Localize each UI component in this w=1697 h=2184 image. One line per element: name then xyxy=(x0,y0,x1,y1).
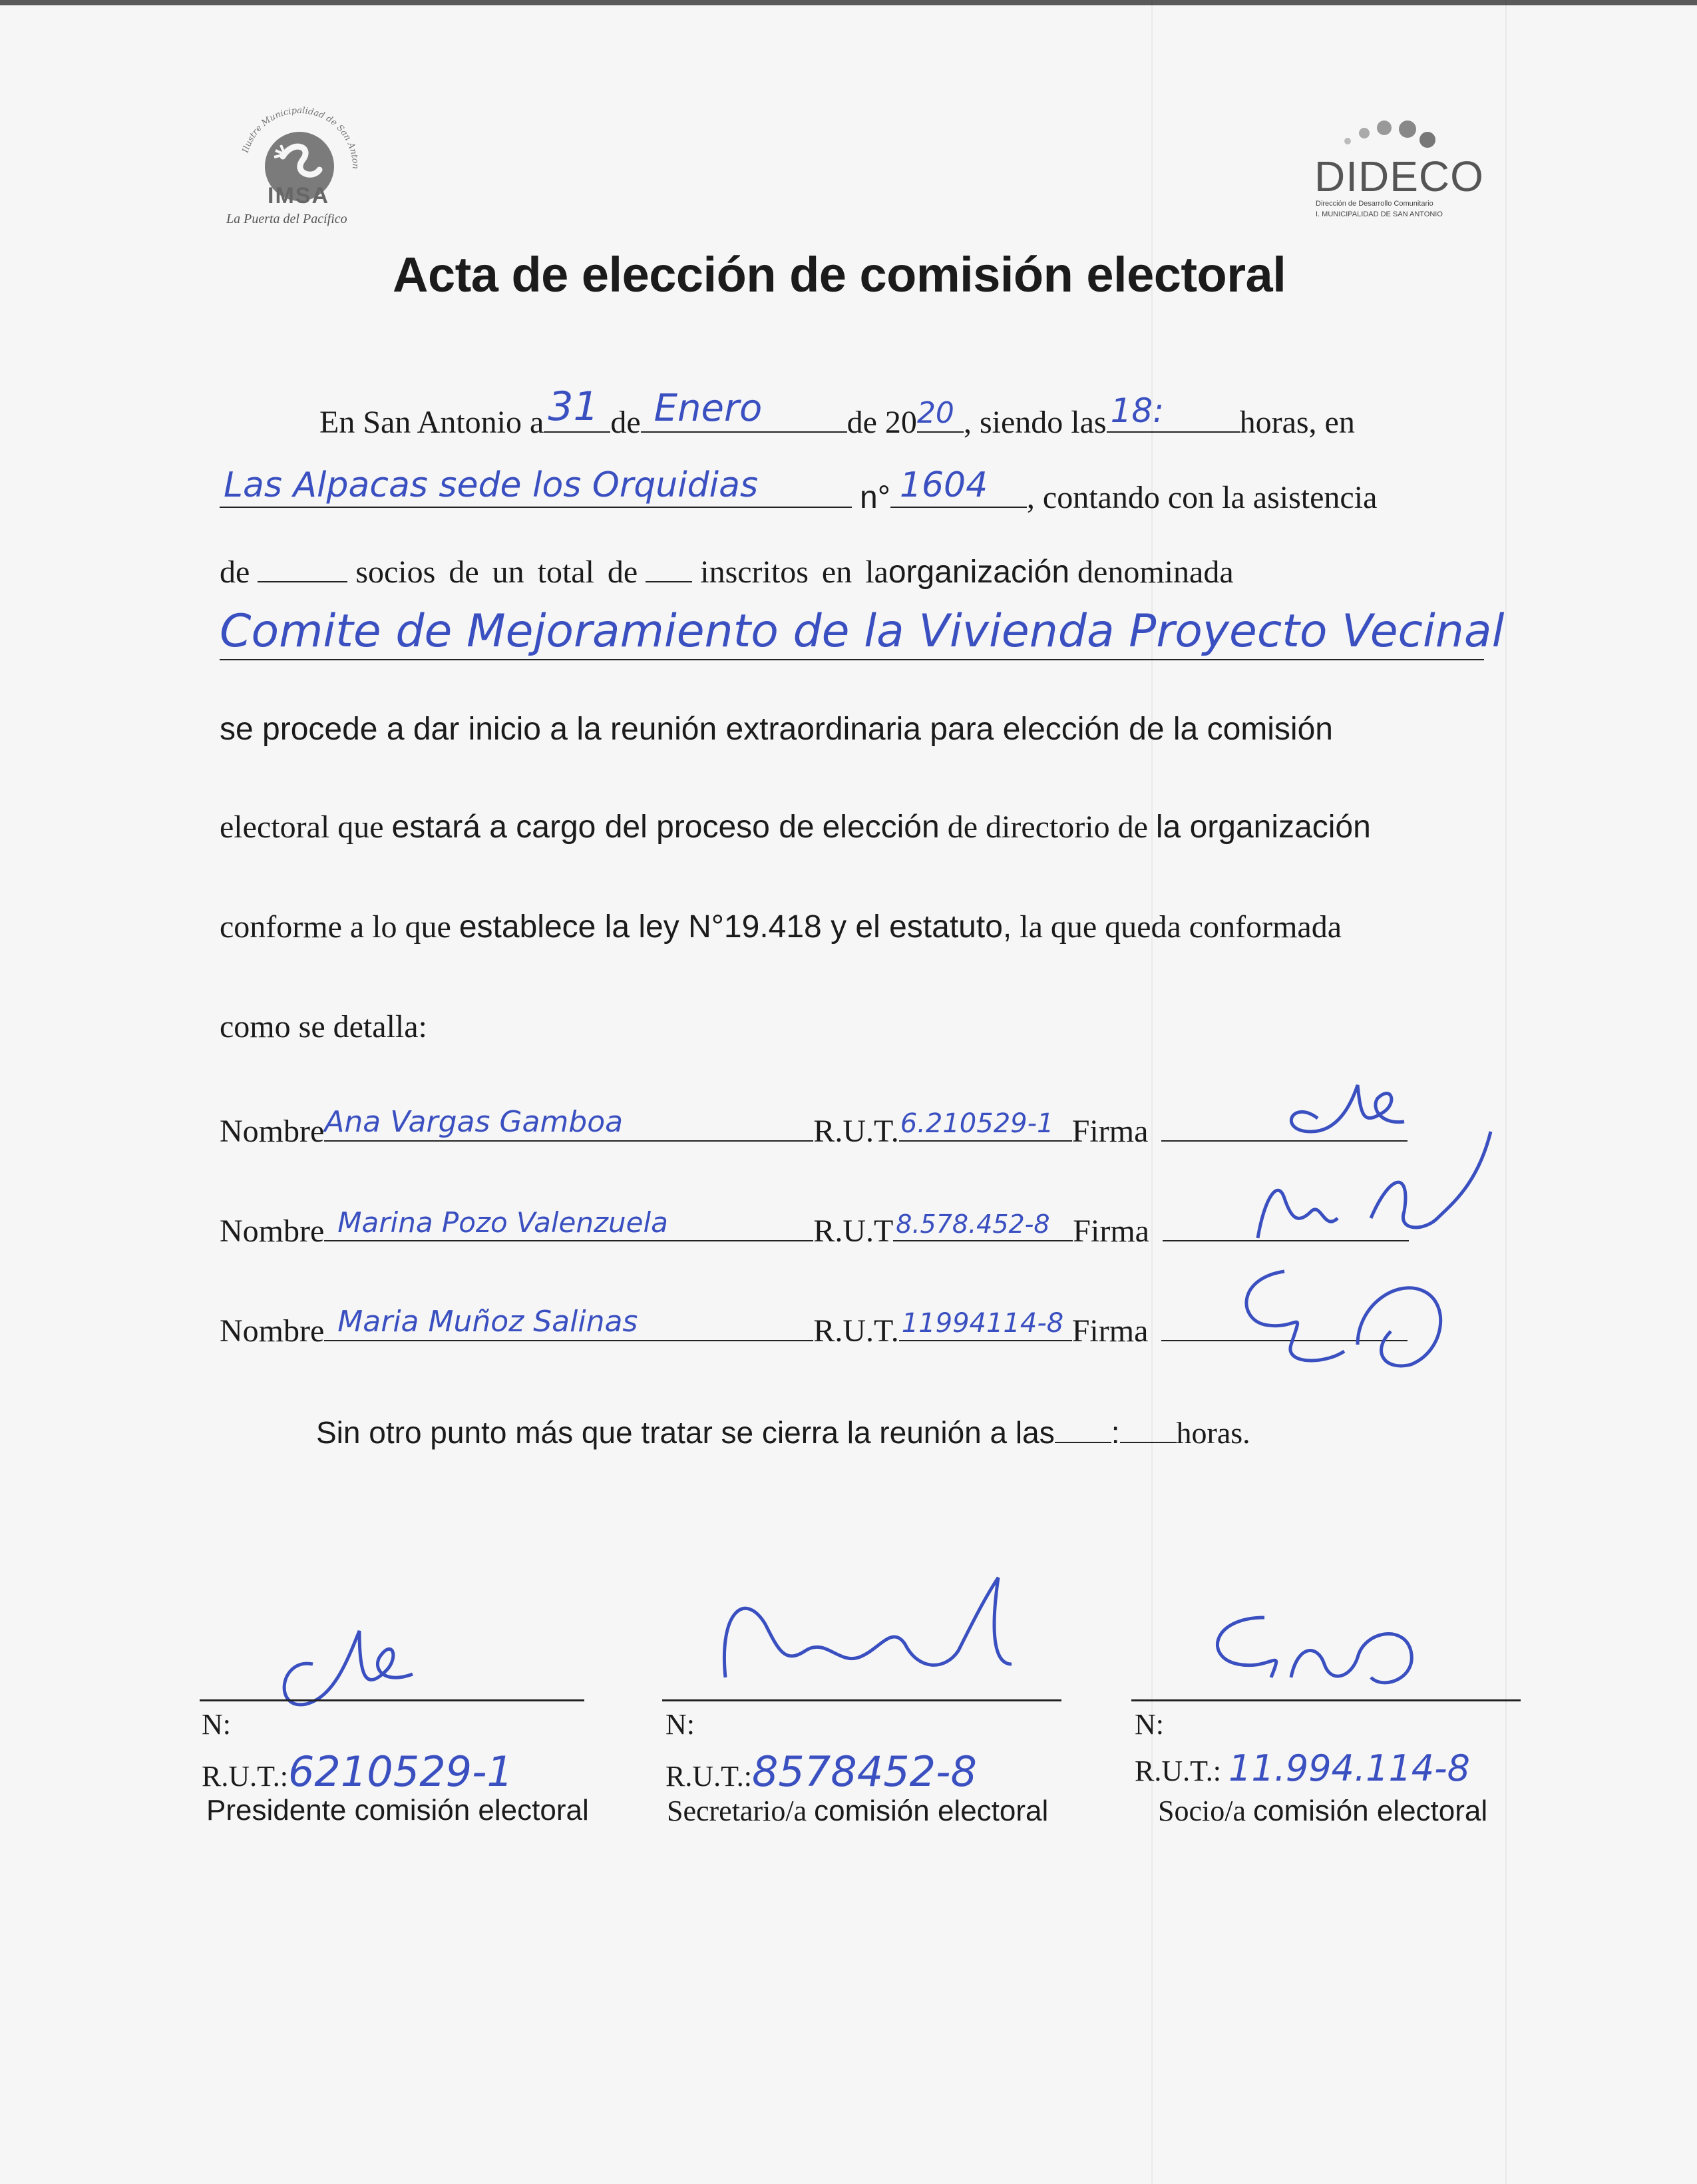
dideco-logo-name: DIDECO xyxy=(1314,152,1484,200)
closing-minute-field[interactable] xyxy=(1120,1411,1177,1443)
member-rut-field[interactable] xyxy=(899,1308,1072,1341)
text: establece la ley N°19.418 y el estatuto, xyxy=(459,909,1012,945)
scan-fold-line xyxy=(1151,0,1153,2184)
text: de xyxy=(610,405,641,440)
name-label: Nombre xyxy=(220,1213,325,1249)
body-line-8: como se detalla: xyxy=(220,1009,427,1044)
imsa-logo-name: IMSA xyxy=(268,183,329,208)
text: organización xyxy=(888,554,1070,590)
handwritten-rut: 11.994.114-8 xyxy=(1228,1747,1470,1789)
text: de xyxy=(220,554,250,590)
member-name-field[interactable] xyxy=(324,1208,813,1241)
text: Secretario/a xyxy=(667,1795,807,1827)
sign-label: Firma xyxy=(1073,1213,1149,1249)
body-line-3 xyxy=(220,549,1234,590)
handwritten-member-name: Marina Pozo Valenzuela xyxy=(337,1206,668,1239)
text: inscritos en la xyxy=(700,554,888,590)
n-label: N: xyxy=(202,1708,231,1741)
rut-line xyxy=(1135,1747,1470,1789)
name-label: Nombre xyxy=(220,1114,325,1149)
dideco-subtitle-2: I. MUNICIPALIDAD DE SAN ANTONIO xyxy=(1316,210,1443,218)
text: Sin otro punto más que tratar se cierra la reunión a las xyxy=(316,1415,1055,1450)
handwritten-signature-icon xyxy=(1185,1604,1464,1711)
handwritten-place: Las Alpacas sede los Orquidias xyxy=(224,465,759,505)
number-field[interactable] xyxy=(890,465,1027,508)
handwritten-signature-icon xyxy=(1225,1251,1504,1398)
text: de directorio de xyxy=(947,809,1148,845)
rut-label: R.U.T.: xyxy=(202,1760,288,1793)
imsa-logo-slogan: La Puerta del Pacífico xyxy=(226,212,347,226)
closing-hour-field[interactable] xyxy=(1055,1411,1111,1443)
dideco-subtitle: Dirección de Desarrollo Comunitario xyxy=(1316,200,1433,208)
month-field[interactable] xyxy=(641,387,847,433)
handwritten-signature-icon xyxy=(266,1611,439,1717)
signature-line xyxy=(1131,1699,1521,1701)
svg-text:Ilustre Municipalidad de San A: Ilustre Municipalidad de San Anton xyxy=(240,105,361,170)
handwritten-day: 31 xyxy=(548,383,599,430)
text: estará a cargo del proceso de xyxy=(391,809,815,845)
n-label: N: xyxy=(1135,1708,1164,1741)
place-field[interactable] xyxy=(220,465,852,508)
rut-label: R.U.T. xyxy=(813,1313,899,1349)
member-row xyxy=(220,1105,1408,1150)
handwritten-member-rut: 6.210529-1 xyxy=(900,1108,1054,1139)
body-line-6 xyxy=(220,809,1371,845)
page-title: Acta de elección de comisión electoral xyxy=(393,247,1286,302)
text: elección xyxy=(822,809,940,845)
body-line-1 xyxy=(319,383,1355,441)
text: comisión electoral xyxy=(1252,1795,1488,1827)
member-row xyxy=(220,1208,1409,1249)
handwritten-year: 20 xyxy=(916,396,954,430)
text: la organización xyxy=(1155,809,1371,845)
name-label: Nombre xyxy=(220,1313,325,1349)
dideco-dots-icon xyxy=(1334,113,1481,153)
text: de 20 xyxy=(847,405,917,440)
minute-field[interactable] xyxy=(1180,399,1240,433)
attendance-field[interactable] xyxy=(258,549,347,582)
member-rut-field[interactable] xyxy=(899,1108,1072,1142)
day-field[interactable] xyxy=(544,383,610,433)
handwritten-number: 1604 xyxy=(899,465,988,505)
text: comisión electoral xyxy=(814,1795,1049,1827)
text: : xyxy=(1111,1415,1120,1450)
rut-label: R.U.T. xyxy=(813,1114,899,1149)
text: conforme a lo que xyxy=(220,909,451,945)
rut-label: R.U.T.: xyxy=(665,1760,752,1793)
imsa-logo xyxy=(220,93,379,240)
text: electoral que xyxy=(220,809,384,845)
body-line-4 xyxy=(220,605,1505,668)
sign-label: Firma xyxy=(1071,1313,1149,1349)
hour-field[interactable] xyxy=(1107,391,1180,433)
text: la que queda conformada xyxy=(1020,909,1342,945)
dideco-logo xyxy=(1308,113,1494,226)
sign-label: Firma xyxy=(1071,1114,1149,1149)
text: En San Antonio a xyxy=(319,405,544,440)
role-president: Presidente comisión electoral xyxy=(206,1794,589,1827)
handwritten-member-name: Maria Muñoz Salinas xyxy=(337,1305,638,1339)
year-field[interactable] xyxy=(916,396,964,433)
handwritten-rut: 6210529-1 xyxy=(287,1747,513,1796)
signature-line xyxy=(662,1699,1061,1701)
role-secretary xyxy=(667,1794,1048,1828)
text: n° xyxy=(860,480,890,515)
rut-label: R.U.T.: xyxy=(1135,1755,1221,1787)
rut-line xyxy=(665,1747,977,1796)
rut-label: R.U.T xyxy=(813,1213,894,1249)
organization-field[interactable] xyxy=(220,605,1505,660)
text: horas, en xyxy=(1239,405,1355,440)
body-line-7 xyxy=(220,909,1342,945)
scan-fold-line xyxy=(1505,0,1507,2184)
text: Socio/a xyxy=(1158,1795,1246,1827)
closing-line xyxy=(316,1411,1250,1450)
handwritten-signature-icon xyxy=(1238,1118,1517,1271)
scan-top-edge xyxy=(0,0,1697,5)
text: , contando con la asistencia xyxy=(1026,480,1378,515)
signature-line xyxy=(200,1699,584,1701)
handwritten-organization: Comite de Mejoramiento de la Vivienda Proyecto Vecinal xyxy=(220,605,1505,658)
handwritten-hour: 18: xyxy=(1110,391,1165,430)
handwritten-member-name: Ana Vargas Gamboa xyxy=(324,1105,624,1139)
n-label: N: xyxy=(665,1708,695,1741)
text: denominada xyxy=(1077,554,1234,590)
member-name-field[interactable] xyxy=(324,1305,813,1341)
member-name-field[interactable] xyxy=(324,1105,813,1142)
member-rut-field[interactable] xyxy=(893,1208,1073,1241)
handwritten-member-rut: 11994114-8 xyxy=(901,1308,1064,1339)
role-member xyxy=(1158,1794,1487,1828)
text: , siendo las xyxy=(963,405,1107,440)
total-field[interactable] xyxy=(646,549,692,582)
body-line-5: se procede a dar inicio a la reunión extraordinaria para elección de la comisión xyxy=(220,712,1333,747)
handwritten-rut: 8578452-8 xyxy=(751,1747,977,1796)
handwritten-member-rut: 8.578.452-8 xyxy=(896,1209,1050,1239)
rut-line xyxy=(202,1747,513,1796)
handwritten-signature-icon xyxy=(705,1571,1051,1704)
body-line-2 xyxy=(220,465,1378,516)
handwritten-month: Enero xyxy=(654,387,763,430)
text: socios de un total de xyxy=(355,554,638,590)
text: horas. xyxy=(1176,1416,1250,1450)
